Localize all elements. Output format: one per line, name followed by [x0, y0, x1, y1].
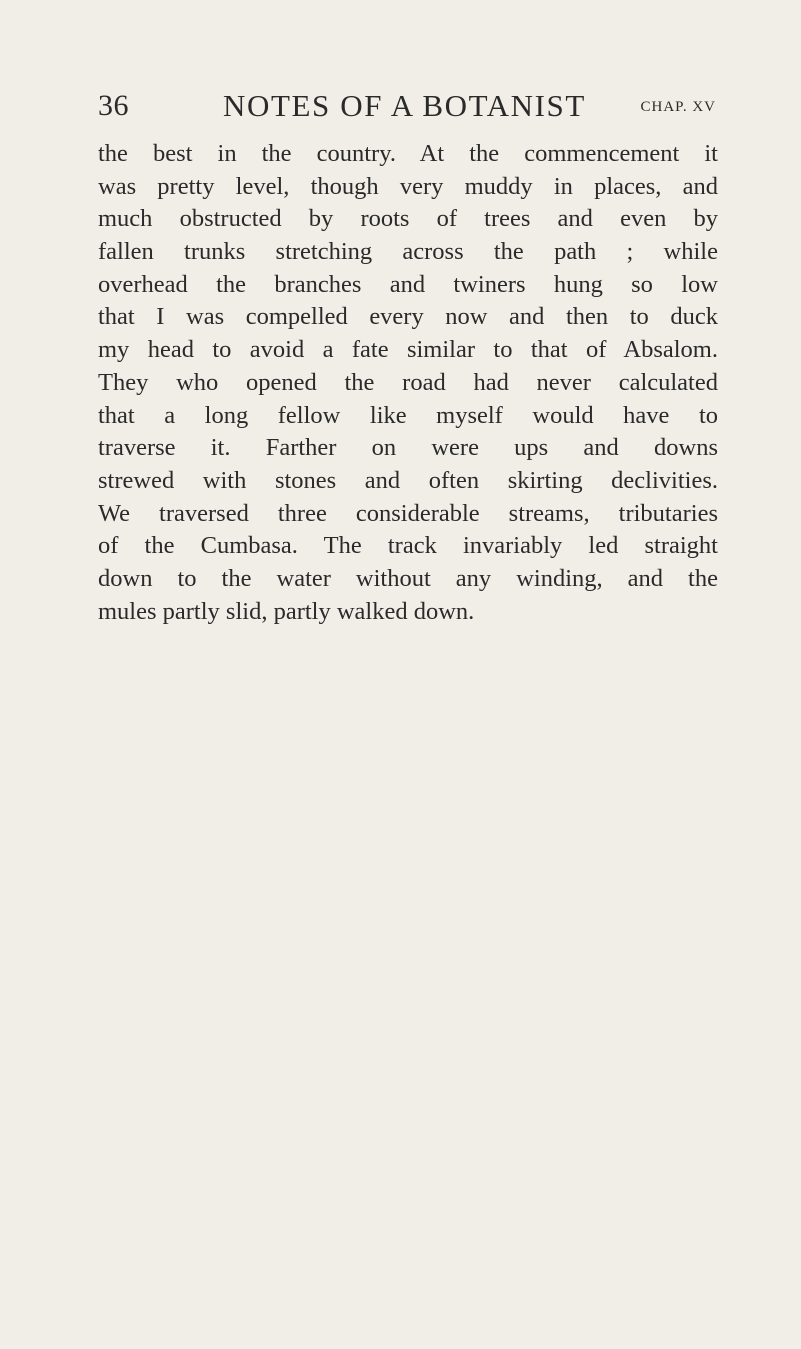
text-line: of the Cumbasa. The track invariably led straight — [98, 532, 718, 560]
text-line: the best in the country. At the commencement it — [98, 140, 718, 167]
text-line: They who opened the road had never calculated — [98, 368, 718, 396]
text-line: my head to avoid a fate similar to that of Absalom. — [98, 336, 718, 364]
text-line: fallen trunks stretching across the path ; while — [98, 238, 718, 266]
text-line: much obstructed by roots of trees and even by — [98, 205, 718, 233]
text-line: down to the water without any winding, and the — [98, 564, 718, 592]
text-line: was pretty level, though very muddy in places, and — [98, 172, 718, 200]
body-text — [98, 138, 718, 628]
page-number: 36 — [98, 89, 129, 122]
text-line: We traversed three considerable streams, tributaries — [98, 499, 718, 527]
chapter-label: CHAP. XV — [640, 99, 716, 115]
running-head — [98, 86, 716, 126]
book-title: NOTES OF A BOTANIST — [223, 88, 586, 123]
text-line: traverse it. Farther on were ups and downs — [98, 434, 718, 462]
text-line: strewed with stones and often skirting declivities. — [98, 466, 718, 494]
text-line: overhead the branches and twiners hung so low — [98, 270, 718, 298]
text-line: mules partly slid, partly walked down. — [98, 597, 475, 625]
text-line: that I was compelled every now and then to duck — [98, 303, 718, 331]
text-line: that a long fellow like myself would have to — [98, 401, 718, 429]
